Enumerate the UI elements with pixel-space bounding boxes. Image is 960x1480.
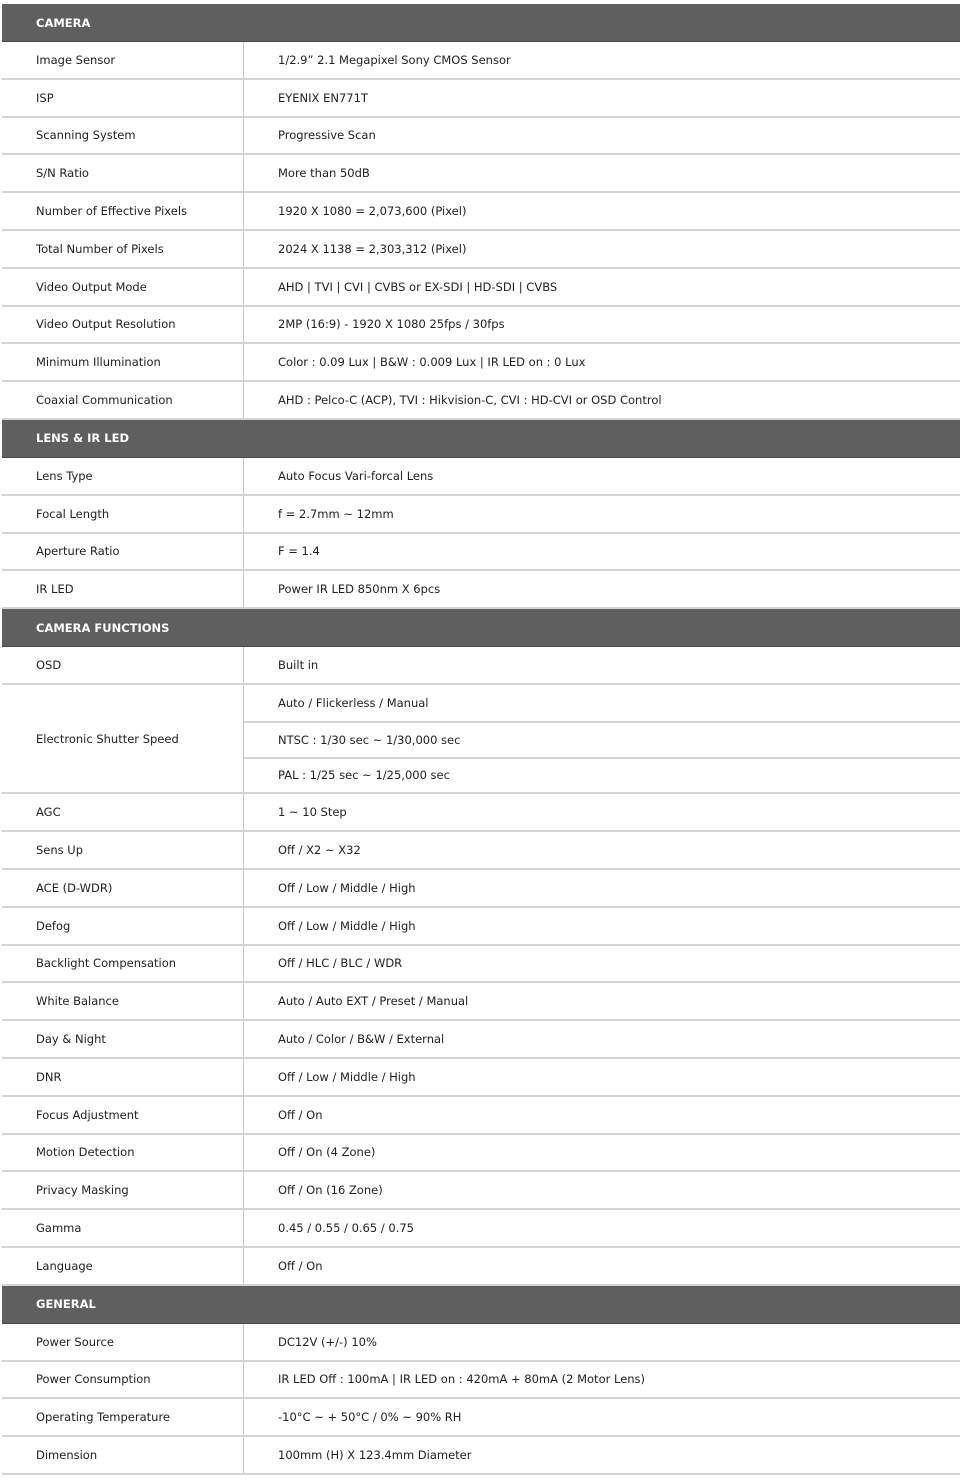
spec-row (2, 832, 960, 870)
spec-label: AGC (2, 794, 244, 830)
spec-row (2, 1021, 960, 1059)
section-header: GENERAL (2, 1286, 960, 1324)
spec-values (244, 1021, 960, 1057)
spec-label: Image Sensor (2, 42, 244, 78)
spec-values (244, 458, 960, 494)
spec-values (244, 269, 960, 305)
spec-values (244, 1399, 960, 1435)
spec-value: Color : 0.09 Lux | B&W : 0.009 Lux | IR LED on : 0 Lux (278, 355, 586, 370)
spec-row (2, 496, 960, 534)
spec-label: S/N Ratio (2, 155, 244, 191)
spec-value: 1/2.9” 2.1 Megapixel Sony CMOS Sensor (278, 52, 511, 67)
spec-value: DC12V (+/-) 10% (278, 1334, 377, 1349)
spec-label: Day & Night (2, 1021, 244, 1057)
spec-values (244, 155, 960, 191)
spec-label: Motion Detection (2, 1135, 244, 1171)
section-header: CAMERA FUNCTIONS (2, 609, 960, 647)
spec-value: f = 2.7mm ~ 12mm (278, 506, 394, 521)
spec-values (244, 42, 960, 78)
spec-label: Language (2, 1248, 244, 1284)
spec-values (244, 1059, 960, 1095)
spec-row (2, 571, 960, 609)
spec-label: Scanning System (2, 118, 244, 154)
spec-value: AHD : Pelco-C (ACP), TVI : Hikvision-C, CVI : HD-CVI or OSD Control (278, 393, 662, 408)
spec-label: Video Output Resolution (2, 307, 244, 343)
spec-value: F = 1.4 (278, 544, 320, 559)
spec-values (244, 794, 960, 830)
spec-row (2, 1324, 960, 1362)
spec-values (244, 685, 960, 792)
spec-value: -10°C ~ + 50°C / 0% ~ 90% RH (278, 1410, 462, 1425)
spec-values (244, 1172, 960, 1208)
spec-value: 2MP (16:9) - 1920 X 1080 25fps / 30fps (278, 317, 505, 332)
spec-row (2, 42, 960, 80)
spec-values (244, 1097, 960, 1133)
spec-row (2, 269, 960, 307)
spec-values (244, 231, 960, 267)
spec-value: 1920 X 1080 = 2,073,600 (Pixel) (278, 204, 467, 219)
spec-value: Off / HLC / BLC / WDR (278, 956, 403, 971)
spec-row (2, 231, 960, 269)
spec-label: Sens Up (2, 832, 244, 868)
spec-label: Focus Adjustment (2, 1097, 244, 1133)
spec-values (244, 1135, 960, 1171)
spec-values (244, 80, 960, 116)
spec-row (2, 1399, 960, 1437)
spec-value: Off / Low / Middle / High (278, 880, 416, 895)
spec-value: Off / Low / Middle / High (278, 1069, 416, 1084)
spec-row (2, 307, 960, 345)
spec-value: IR LED Off : 100mA | IR LED on : 420mA + 80mA (2 Motor Lens) (278, 1372, 646, 1387)
spec-value: EYENIX EN771T (278, 90, 368, 105)
spec-row (2, 193, 960, 231)
spec-row (2, 344, 960, 382)
spec-label: DNR (2, 1059, 244, 1095)
spec-label: ISP (2, 80, 244, 116)
spec-values (244, 870, 960, 906)
spec-label: Defog (2, 908, 244, 944)
spec-values (244, 1248, 960, 1284)
spec-label: ACE (D-WDR) (2, 870, 244, 906)
spec-label: Dimension (2, 1437, 244, 1473)
spec-values (244, 496, 960, 532)
spec-label: Gamma (2, 1210, 244, 1246)
spec-value: More than 50dB (278, 166, 370, 181)
spec-value: Auto / Color / B&W / External (278, 1032, 445, 1047)
spec-values (244, 118, 960, 154)
spec-row (2, 382, 960, 420)
spec-value: Off / On (278, 1107, 323, 1122)
spec-value: Off / Low / Middle / High (278, 918, 416, 933)
spec-row (2, 983, 960, 1021)
spec-label: Aperture Ratio (2, 534, 244, 570)
spec-label: Minimum Illumination (2, 344, 244, 380)
spec-value: Off / On (4 Zone) (278, 1145, 376, 1160)
spec-value: 2024 X 1138 = 2,303,312 (Pixel) (278, 241, 467, 256)
spec-row (2, 1059, 960, 1097)
spec-values (244, 1324, 960, 1360)
spec-value: Auto / Flickerless / Manual (278, 695, 429, 710)
spec-values (244, 571, 960, 607)
spec-label: Number of Effective Pixels (2, 193, 244, 229)
spec-values (244, 647, 960, 683)
spec-value: AHD | TVI | CVI | CVBS or EX-SDI | HD-SDI | CVBS (278, 279, 558, 294)
spec-values (244, 908, 960, 944)
spec-label: Power Consumption (2, 1362, 244, 1398)
spec-values (244, 534, 960, 570)
spec-label: OSD (2, 647, 244, 683)
spec-values (244, 1210, 960, 1246)
spec-value: Off / On (16 Zone) (278, 1183, 383, 1198)
spec-label: Power Source (2, 1324, 244, 1360)
spec-row (2, 118, 960, 156)
spec-values (244, 1437, 960, 1473)
spec-row (2, 1248, 960, 1286)
spec-label: Electronic Shutter Speed (2, 685, 244, 792)
section-header: LENS & IR LED (2, 420, 960, 458)
spec-row (2, 685, 960, 794)
spec-values (244, 193, 960, 229)
spec-label: Lens Type (2, 458, 244, 494)
spec-row (2, 908, 960, 946)
spec-row (2, 1097, 960, 1135)
spec-row (2, 155, 960, 193)
spec-row (2, 946, 960, 984)
spec-values (244, 946, 960, 982)
spec-label: IR LED (2, 571, 244, 607)
spec-label: Privacy Masking (2, 1172, 244, 1208)
spec-row (2, 1210, 960, 1248)
spec-value: Off / On (278, 1258, 323, 1273)
spec-row (2, 1135, 960, 1173)
spec-row (2, 647, 960, 685)
spec-row (2, 80, 960, 118)
spec-value: Progressive Scan (278, 128, 376, 143)
spec-label: Total Number of Pixels (2, 231, 244, 267)
spec-value: Power IR LED 850nm X 6pcs (278, 582, 441, 597)
spec-row (2, 1362, 960, 1400)
spec-row (2, 458, 960, 496)
spec-label: Video Output Mode (2, 269, 244, 305)
spec-values (244, 832, 960, 868)
spec-label: White Balance (2, 983, 244, 1019)
spec-table (2, 4, 960, 1475)
spec-value: NTSC : 1/30 sec ~ 1/30,000 sec (244, 721, 960, 757)
spec-values (244, 1362, 960, 1398)
spec-row (2, 870, 960, 908)
spec-value: Auto / Auto EXT / Preset / Manual (278, 994, 469, 1009)
spec-values (244, 382, 960, 418)
spec-label: Coaxial Communication (2, 382, 244, 418)
spec-values (244, 344, 960, 380)
spec-value: 100mm (H) X 123.4mm Diameter (278, 1447, 472, 1462)
spec-value: Off / X2 ~ X32 (278, 843, 361, 858)
spec-row (2, 794, 960, 832)
spec-label: Focal Length (2, 496, 244, 532)
spec-row (2, 534, 960, 572)
spec-value: 1 ~ 10 Step (278, 805, 347, 820)
spec-row (2, 1437, 960, 1475)
spec-row (2, 1172, 960, 1210)
spec-label: Backlight Compensation (2, 946, 244, 982)
spec-value: PAL : 1/25 sec ~ 1/25,000 sec (244, 757, 960, 793)
spec-value: Auto Focus Vari-forcal Lens (278, 468, 434, 483)
spec-value: 0.45 / 0.55 / 0.65 / 0.75 (278, 1221, 414, 1235)
spec-value: Built in (278, 658, 319, 673)
section-header: CAMERA (2, 4, 960, 42)
spec-values (244, 983, 960, 1019)
spec-label: Operating Temperature (2, 1399, 244, 1435)
spec-values (244, 307, 960, 343)
